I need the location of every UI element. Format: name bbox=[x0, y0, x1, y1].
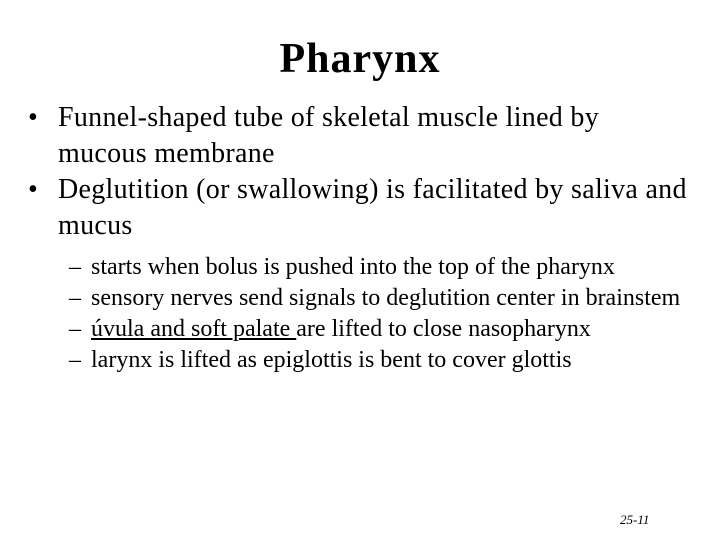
sub-bullet-list bbox=[69, 252, 699, 376]
bullet-marker: • bbox=[28, 174, 39, 205]
sub-bullet-item bbox=[69, 345, 699, 376]
sub-bullet-text: larynx is lifted as epiglottis is bent to cover glottis bbox=[91, 347, 572, 373]
sub-bullet-marker: – bbox=[69, 254, 81, 280]
bullet-text: Deglutition (or swallowing) is facilitated by saliva and mucus bbox=[58, 174, 687, 241]
sub-bullet-item bbox=[69, 252, 699, 283]
sub-bullet-text: are lifted to close nasopharynx bbox=[296, 316, 591, 342]
bullet-marker: • bbox=[28, 102, 39, 133]
sub-bullet-marker: – bbox=[69, 316, 81, 342]
sub-bullet-item bbox=[69, 283, 699, 314]
bullet-item bbox=[28, 172, 688, 244]
bullet-item bbox=[28, 100, 688, 172]
sub-bullet-item bbox=[69, 314, 699, 345]
main-bullet-list bbox=[28, 100, 688, 244]
underlined-term: úvula and soft palate bbox=[91, 316, 297, 342]
sub-bullet-text: starts when bolus is pushed into the top of the pharynx bbox=[91, 254, 615, 280]
bullet-text: Funnel-shaped tube of skeletal muscle lined by mucous membrane bbox=[58, 102, 600, 169]
slide-title: Pharynx bbox=[279, 36, 441, 82]
sub-bullet-text: sensory nerves send signals to deglutition center in brainstem bbox=[91, 285, 681, 311]
sub-bullet-marker: – bbox=[69, 347, 81, 373]
slide-number: 25-11 bbox=[620, 512, 650, 527]
sub-bullet-marker: – bbox=[69, 285, 81, 311]
